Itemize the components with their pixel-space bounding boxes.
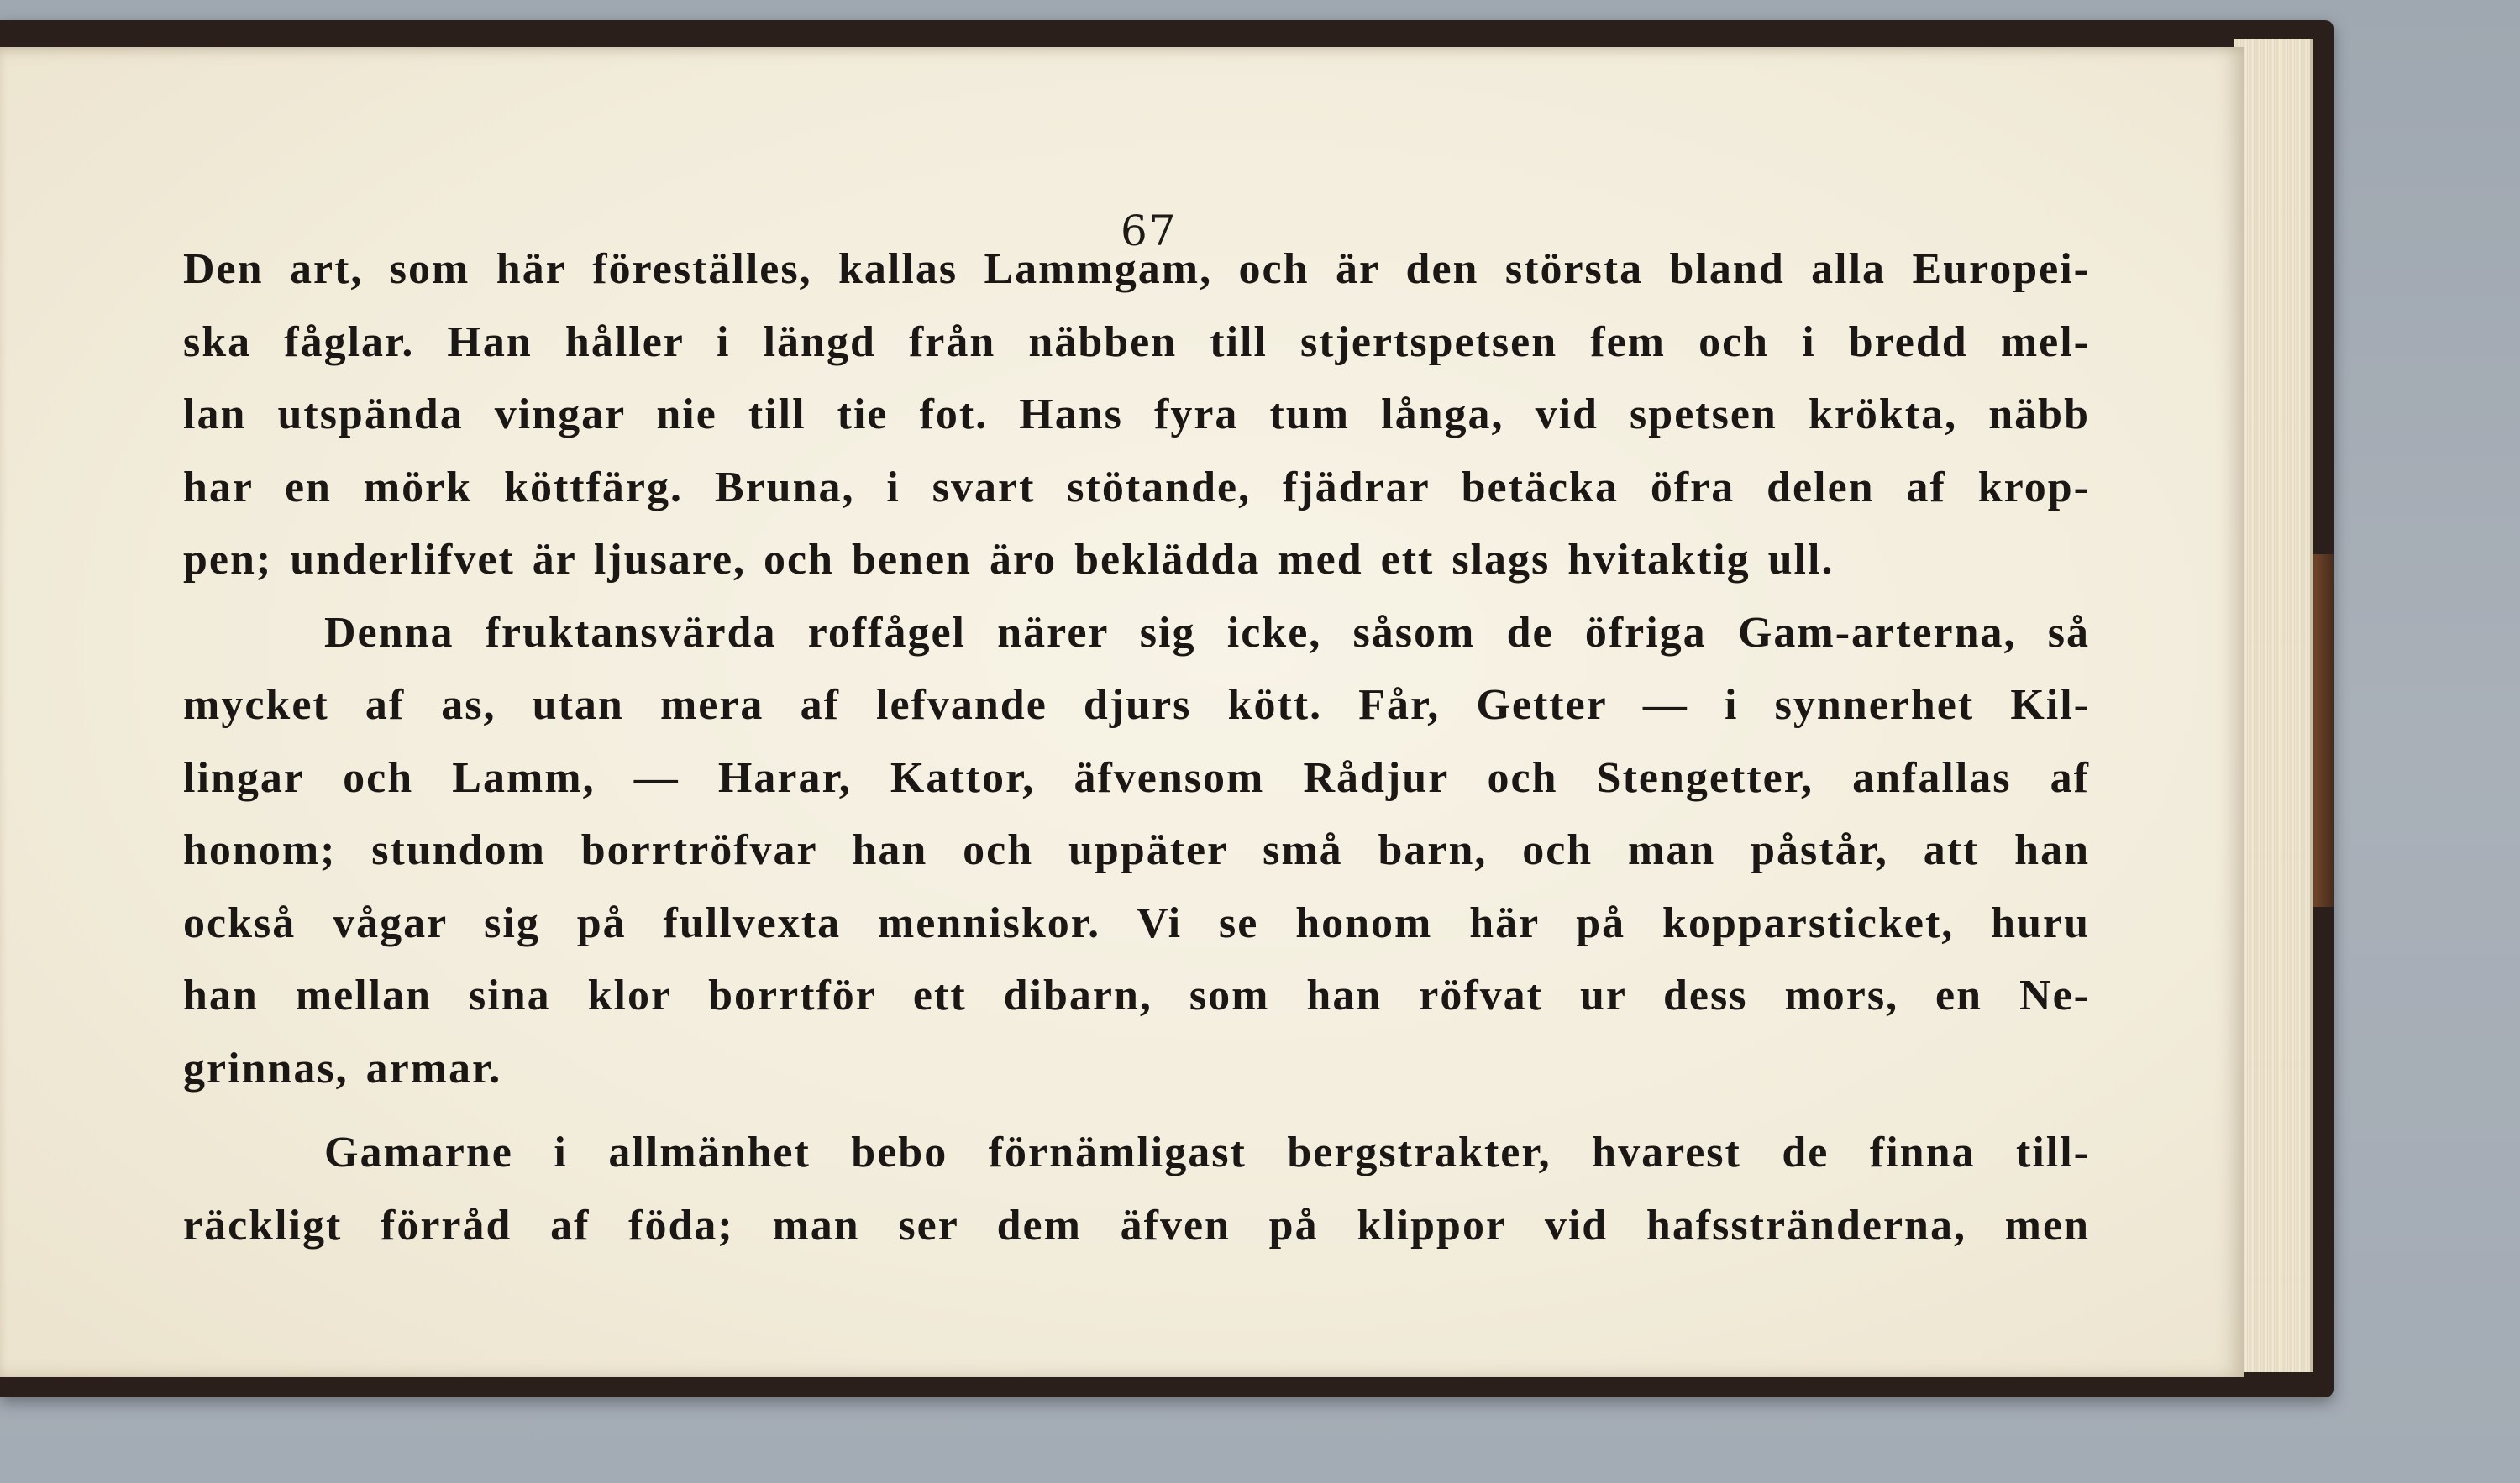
text-line: han mellan sina klor borrtför ett dibarn, som han röfvat ur dess mors, en Ne-: [183, 972, 2090, 1019]
text-line: ska fåglar. Han håller i längd från näbben till stjertspetsen fem och i bredd mel-: [183, 317, 2090, 366]
text-line: grinnas, armar.: [183, 1044, 502, 1093]
text-line: lan utspända vingar nie till tie fot. Hans fyra tum långa, vid spetsen krökta, näbb: [183, 390, 2090, 438]
page-text: [183, 233, 2090, 1262]
text-line: har en mörk köttfärg. Bruna, i svart stötande, fjädrar betäcka öfra delen af krop-: [183, 463, 2090, 511]
text-line: också vågar sig på fullvexta menniskor. Vi se honom här på kopparsticket, huru: [183, 899, 2090, 947]
text-line: Denna fruktansvärda roffågel närer sig icke, såsom de öfriga Gam-arterna, så: [324, 608, 2090, 657]
text-line: Gamarne i allmänhet bebo förnämligast bergstrakter, hvarest de finna till-: [324, 1129, 2090, 1176]
text-line: honom; stundom borrtröfvar han och uppäter små barn, och man påstår, att han: [183, 826, 2090, 874]
page-fore-edge: [2234, 39, 2313, 1372]
page-number: 67: [1121, 207, 1178, 255]
text-line: mycket af as, utan mera af lefvande djurs kött. Får, Getter — i synnerhet Kil-: [183, 681, 2090, 729]
text-line: pen; underlifvet är ljusare, och benen äro beklädda med ett slags hvitaktig ull.: [183, 536, 1835, 584]
text-line: räckligt förråd af föda; man ser dem äfven på klippor vid hafsstränderna, men: [183, 1201, 2090, 1250]
text-line: lingar och Lamm, — Harar, Kattor, äfvensom Rådjur och Stengetter, anfallas af: [183, 753, 2090, 802]
text-line: Den art, som här föreställes, kallas Lammgam, och är den största bland alla Europei-: [183, 245, 2090, 293]
